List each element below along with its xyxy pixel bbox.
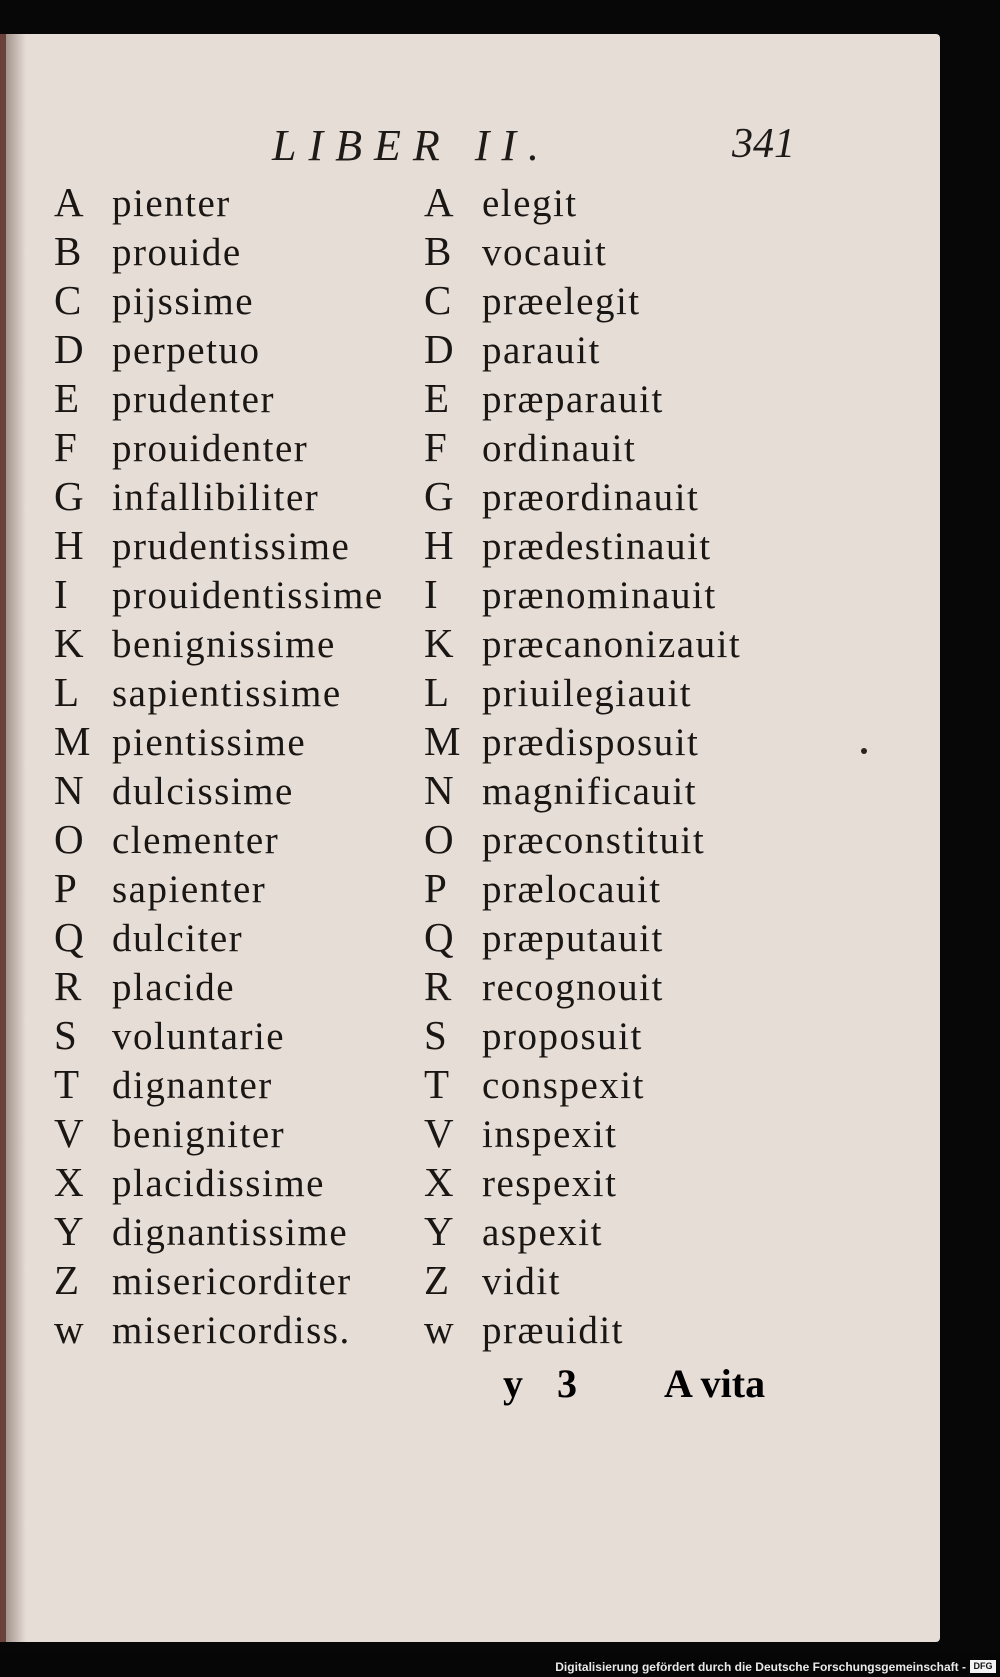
row-letter: A: [424, 179, 454, 225]
row-word: præcanonizauit: [482, 623, 742, 666]
row-letter: G: [424, 473, 454, 519]
list-item: [424, 619, 741, 668]
row-letter: L: [424, 669, 450, 715]
row-word: conspexit: [482, 1064, 645, 1107]
list-item: [424, 423, 741, 472]
catchword: A vita: [664, 1361, 766, 1406]
list-item: [424, 521, 741, 570]
row-word: prædisposuit: [482, 721, 700, 764]
row-word: pientissime: [112, 721, 307, 764]
row-word: præuidit: [482, 1309, 625, 1352]
row-letter: K: [54, 620, 84, 666]
row-word: perpetuo: [112, 329, 261, 372]
row-letter: P: [424, 865, 447, 911]
row-word: prouide: [112, 231, 242, 274]
list-item: [424, 864, 741, 913]
list-item: [54, 521, 384, 570]
credit-text: Digitalisierung gefördert durch die Deutsche Forschungsgemeinschaft -: [555, 1660, 966, 1674]
row-letter: D: [54, 326, 84, 372]
row-letter: w: [424, 1306, 454, 1352]
dfg-logo: DFG: [970, 1660, 996, 1673]
row-letter: Z: [54, 1257, 80, 1303]
row-letter: V: [54, 1110, 84, 1156]
list-item: [424, 1158, 741, 1207]
list-item: [424, 374, 741, 423]
row-word: magnificauit: [482, 770, 698, 813]
row-word: misericorditer: [112, 1260, 352, 1303]
row-letter: V: [424, 1110, 454, 1156]
row-letter: C: [424, 277, 452, 323]
list-item: [54, 325, 384, 374]
row-word: pienter: [112, 182, 231, 225]
row-word: placide: [112, 966, 236, 1009]
row-letter: H: [54, 522, 84, 568]
list-item: [424, 276, 741, 325]
credit-bar: [0, 1653, 1000, 1677]
row-letter: L: [54, 669, 80, 715]
list-item: [54, 374, 384, 423]
left-column: [54, 178, 384, 1354]
row-letter: M: [424, 718, 461, 764]
list-item: [54, 1060, 384, 1109]
row-word: præordinauit: [482, 476, 700, 519]
list-item: [424, 717, 741, 766]
row-letter: Y: [54, 1208, 84, 1254]
list-item: [54, 962, 384, 1011]
row-word: priuilegiauit: [482, 672, 693, 715]
row-letter: D: [424, 326, 454, 372]
row-word: prænominauit: [482, 574, 717, 617]
row-letter: X: [424, 1159, 454, 1205]
row-letter: A: [54, 179, 84, 225]
row-word: placidissime: [112, 1162, 325, 1205]
row-letter: P: [54, 865, 77, 911]
running-title: LIBER II.: [272, 121, 552, 170]
row-letter: w: [54, 1306, 84, 1352]
list-item: [54, 1256, 384, 1305]
list-item: [54, 717, 384, 766]
list-item: [54, 178, 384, 227]
row-letter: G: [54, 473, 84, 519]
row-letter: X: [54, 1159, 84, 1205]
list-item: [54, 766, 384, 815]
row-letter: F: [54, 424, 77, 470]
row-word: elegit: [482, 182, 578, 225]
row-letter: E: [54, 375, 80, 421]
row-letter: I: [54, 571, 68, 617]
row-letter: O: [54, 816, 84, 862]
list-item: [424, 815, 741, 864]
row-word: aspexit: [482, 1211, 603, 1254]
row-letter: Y: [424, 1208, 454, 1254]
row-letter: R: [424, 963, 452, 1009]
list-item: [54, 1207, 384, 1256]
list-item: [424, 227, 741, 276]
list-item: [54, 1109, 384, 1158]
row-word: præelegit: [482, 280, 641, 323]
list-item: [54, 1305, 384, 1354]
row-letter: R: [54, 963, 82, 1009]
row-word: dignanter: [112, 1064, 273, 1107]
row-letter: F: [424, 424, 447, 470]
row-letter: T: [54, 1061, 80, 1107]
list-item: [54, 668, 384, 717]
list-item: [424, 913, 741, 962]
list-item: [424, 1207, 741, 1256]
row-word: voluntarie: [112, 1015, 286, 1058]
row-word: ordinauit: [482, 427, 637, 470]
row-letter: N: [424, 767, 454, 813]
row-word: vidit: [482, 1260, 562, 1303]
row-letter: Q: [54, 914, 84, 960]
row-letter: I: [424, 571, 438, 617]
list-item: [424, 178, 741, 227]
row-word: pijssime: [112, 280, 255, 323]
row-word: benigniter: [112, 1113, 286, 1156]
row-word: dignantissime: [112, 1211, 349, 1254]
list-item: [54, 619, 384, 668]
row-letter: O: [424, 816, 454, 862]
list-item: [424, 1109, 741, 1158]
row-letter: M: [54, 718, 91, 764]
row-word: infallibiliter: [112, 476, 320, 519]
row-word: respexit: [482, 1162, 618, 1205]
row-word: recognouit: [482, 966, 664, 1009]
row-word: parauit: [482, 329, 601, 372]
row-letter: T: [424, 1061, 450, 1107]
row-word: præputauit: [482, 917, 664, 960]
row-word: præconstituit: [482, 819, 706, 862]
row-word: prædestinauit: [482, 525, 712, 568]
list-item: [54, 913, 384, 962]
list-item: [424, 472, 741, 521]
list-item: [54, 815, 384, 864]
row-letter: H: [424, 522, 454, 568]
list-item: [54, 1011, 384, 1060]
list-item: [424, 962, 741, 1011]
row-word: prudenter: [112, 378, 275, 421]
row-word: misericordiss.: [112, 1309, 351, 1352]
row-letter: N: [54, 767, 84, 813]
row-word: prouidenter: [112, 427, 309, 470]
row-letter: S: [54, 1012, 77, 1058]
list-item: [54, 1158, 384, 1207]
row-word: sapientissime: [112, 672, 342, 715]
row-letter: E: [424, 375, 450, 421]
list-item: [424, 1305, 741, 1354]
row-letter: Q: [424, 914, 454, 960]
row-word: inspexit: [482, 1113, 618, 1156]
row-word: proposuit: [482, 1015, 643, 1058]
list-item: [54, 472, 384, 521]
row-word: sapienter: [112, 868, 267, 911]
row-word: clementer: [112, 819, 280, 862]
row-word: dulcissime: [112, 770, 294, 813]
list-item: [54, 570, 384, 619]
list-item: [424, 766, 741, 815]
row-letter: Z: [424, 1257, 450, 1303]
page-number: 341: [732, 121, 795, 167]
list-item: [424, 1256, 741, 1305]
list-item: [424, 1011, 741, 1060]
row-letter: K: [424, 620, 454, 666]
list-item: [54, 227, 384, 276]
row-word: prælocauit: [482, 868, 662, 911]
row-letter: S: [424, 1012, 447, 1058]
list-item: [424, 570, 741, 619]
row-letter: B: [54, 228, 82, 274]
list-item: [424, 1060, 741, 1109]
page-edge: [0, 34, 6, 1642]
row-word: prudentissime: [112, 525, 351, 568]
row-letter: B: [424, 228, 452, 274]
list-item: [54, 276, 384, 325]
row-letter: C: [54, 277, 82, 323]
row-word: vocauit: [482, 231, 608, 274]
ink-speck: [861, 748, 867, 754]
list-item: [424, 668, 741, 717]
row-word: prouidentissime: [112, 574, 384, 617]
row-word: dulciter: [112, 917, 244, 960]
right-column: [424, 178, 741, 1354]
list-item: [424, 325, 741, 374]
row-word: benignissime: [112, 623, 336, 666]
row-word: præparauit: [482, 378, 664, 421]
signature-mark: y 3: [503, 1361, 577, 1406]
list-item: [54, 423, 384, 472]
list-item: [54, 864, 384, 913]
